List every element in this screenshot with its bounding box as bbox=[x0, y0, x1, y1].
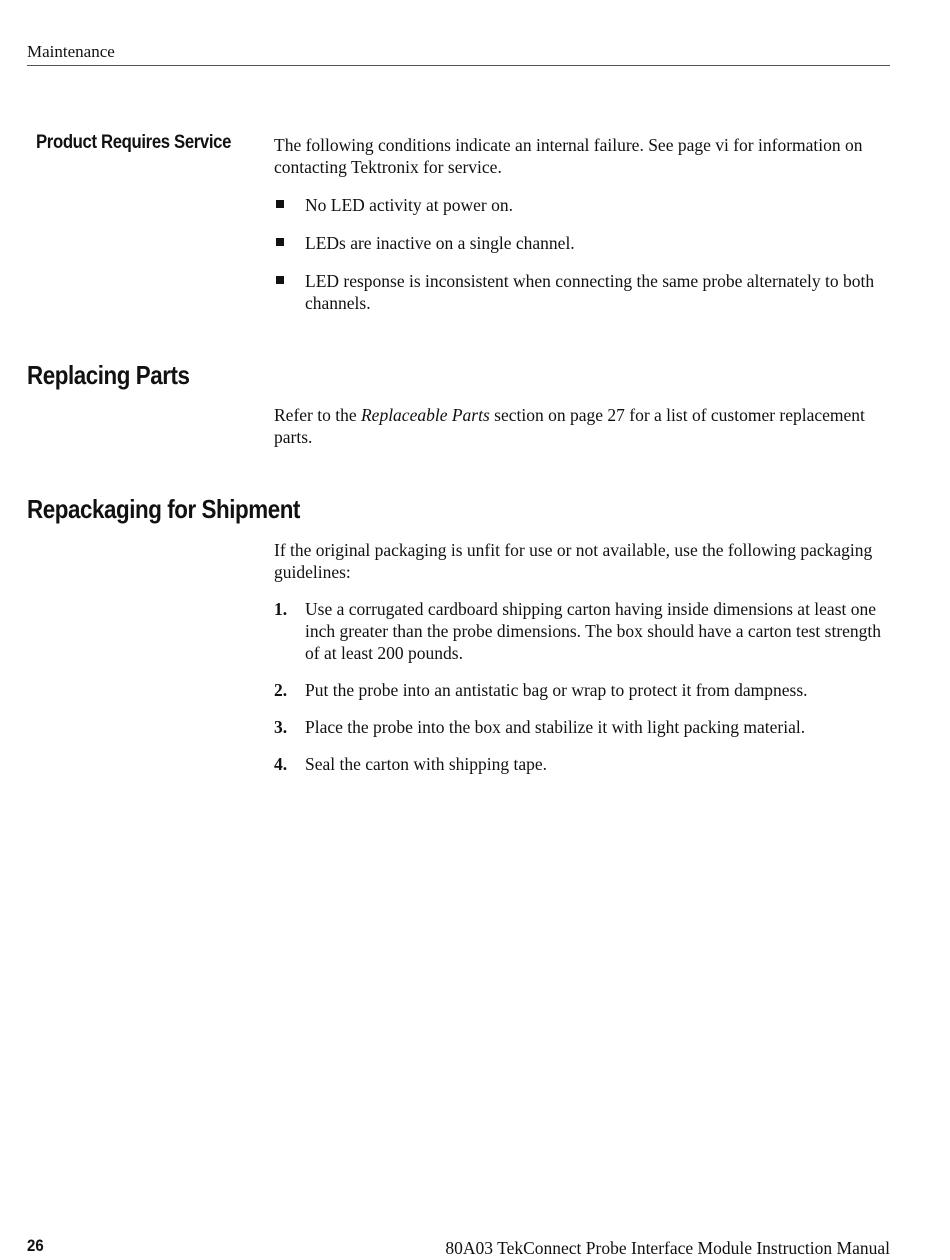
heading-replacing-parts: Replacing Parts bbox=[27, 360, 190, 390]
step-number: 2. bbox=[274, 680, 288, 700]
running-head: Maintenance bbox=[27, 42, 115, 61]
step-text: Place the probe into the box and stabilize it with light packing material. bbox=[305, 717, 806, 737]
manual-title: 80A03 TekConnect Probe Interface Module Instruction Manual bbox=[445, 1238, 890, 1258]
square-bullet-icon bbox=[276, 200, 284, 208]
service-conditions-list bbox=[274, 194, 894, 314]
list-item bbox=[274, 194, 894, 216]
heading-repackaging-for-shipment: Repackaging for Shipment bbox=[27, 494, 300, 524]
service-intro: The following conditions indicate an internal failure. See page vi for information on contacting Tektronix for service. bbox=[274, 135, 863, 177]
step-number: 1. bbox=[274, 599, 288, 619]
replacing-text-after: section on page 27 for a list of customer replacement parts. bbox=[274, 405, 865, 447]
list-item bbox=[274, 232, 894, 254]
step-number: 3. bbox=[274, 717, 288, 737]
list-item-text: No LED activity at power on. bbox=[305, 195, 514, 215]
replacing-text-before: Refer to the bbox=[274, 405, 361, 425]
page-number: 26 bbox=[27, 1236, 44, 1255]
replaceable-parts-reference: Replaceable Parts bbox=[360, 405, 490, 425]
replacing-text bbox=[274, 404, 894, 448]
square-bullet-icon bbox=[276, 238, 284, 246]
list-item bbox=[274, 716, 894, 738]
packaging-steps-list bbox=[274, 598, 894, 775]
step-text: Use a corrugated cardboard shipping carton having inside dimensions at least one inch greater than the probe dimensions. The box should have a carton test strength of at least 200 pounds. bbox=[305, 599, 882, 663]
list-item bbox=[274, 679, 894, 701]
list-item-text: LEDs are inactive on a single channel. bbox=[305, 233, 575, 253]
list-item-text: LED response is inconsistent when connecting the same probe alternately to both channels. bbox=[305, 271, 875, 313]
step-number: 4. bbox=[274, 754, 288, 774]
repackaging-intro: If the original packaging is unfit for use or not available, use the following packaging guidelines: bbox=[274, 540, 873, 582]
repackaging-section-body bbox=[274, 539, 894, 775]
list-item bbox=[274, 270, 894, 314]
replacing-section-body bbox=[274, 404, 894, 448]
square-bullet-icon bbox=[276, 276, 284, 284]
list-item bbox=[274, 598, 894, 664]
header-rule bbox=[27, 65, 890, 66]
side-head-product-requires-service: Product Requires Service bbox=[36, 132, 232, 153]
step-text: Put the probe into an antistatic bag or wrap to protect it from dampness. bbox=[305, 680, 808, 700]
service-section-body bbox=[274, 134, 894, 314]
step-text: Seal the carton with shipping tape. bbox=[305, 754, 548, 774]
list-item bbox=[274, 753, 894, 775]
